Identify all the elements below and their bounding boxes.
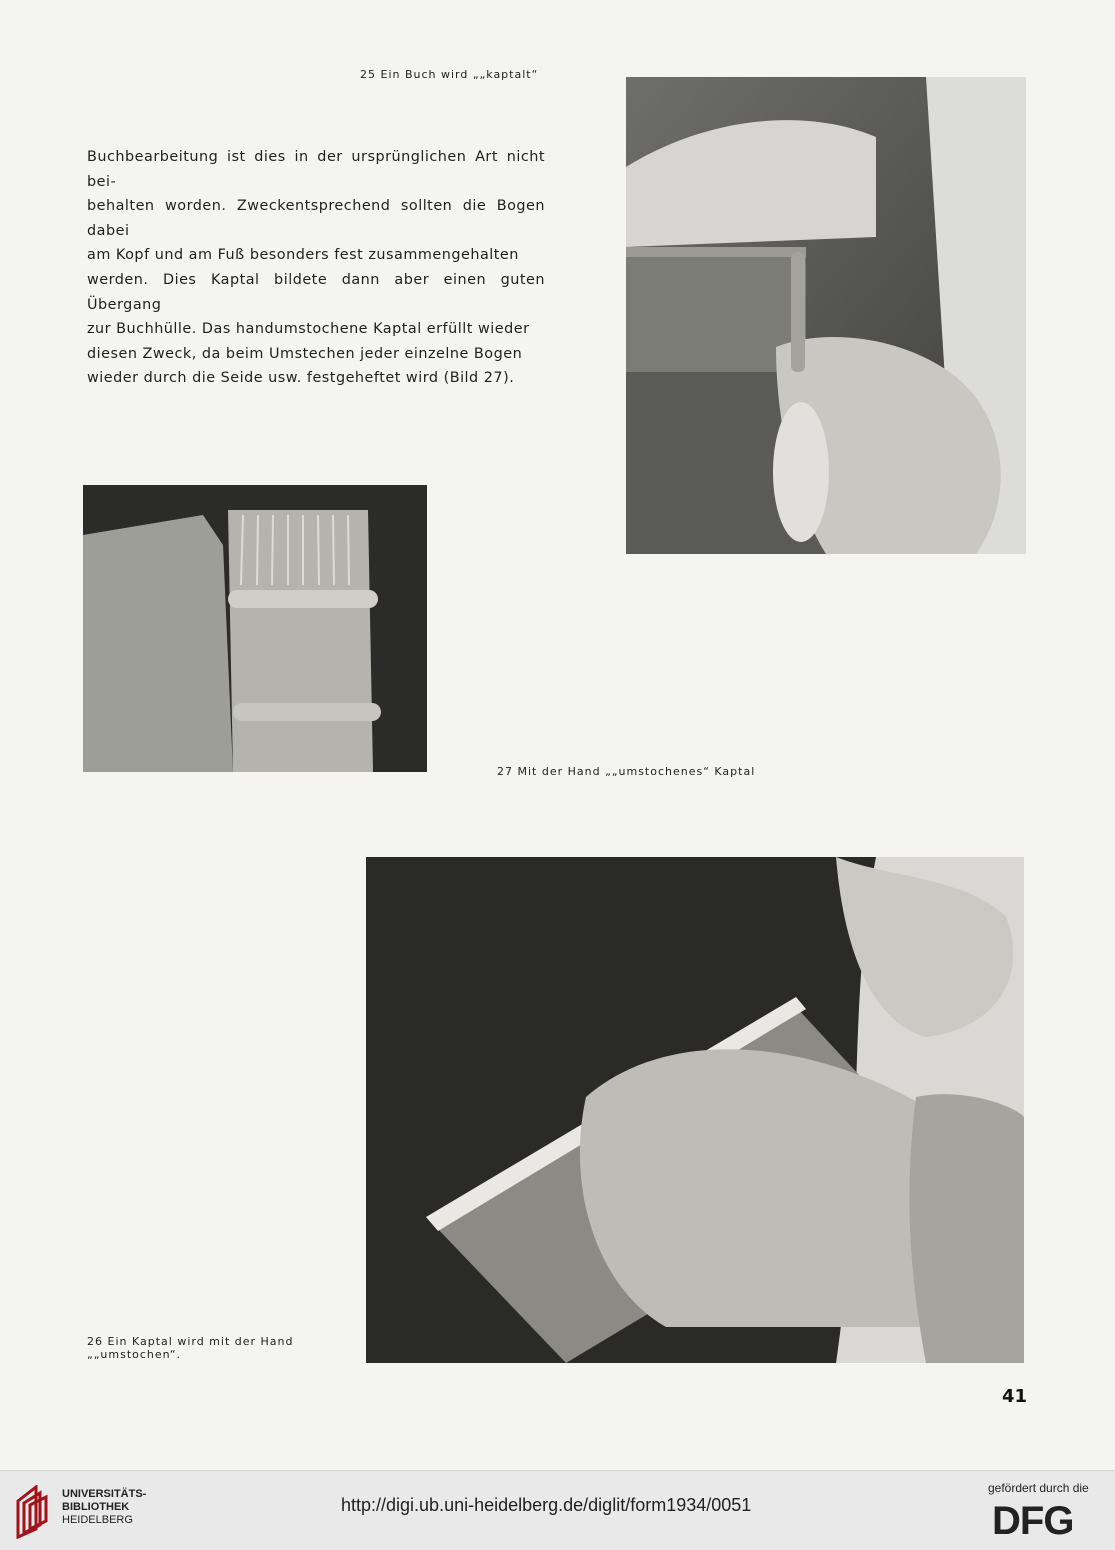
library-name-line-3: HEIDELBERG (62, 1514, 133, 1526)
caption-figure-27: 27 Mit der Hand „„umstochenes“ Kaptal (497, 765, 756, 778)
caption-figure-26 (87, 1335, 294, 1361)
dfg-logo: DFG (992, 1499, 1074, 1543)
body-line: zur Buchhülle. Das handumstochene Kaptal erfüllt wieder (87, 321, 530, 338)
body-line: werden. Dies Kaptal bildete dann aber einen guten Übergang (87, 271, 545, 313)
photo-figure-27 (83, 485, 427, 772)
photo-figure-26 (366, 857, 1024, 1363)
permalink-url[interactable]: http://digi.ub.uni-heidelberg.de/diglit/form1934/0051 (341, 1495, 752, 1515)
footer-bar (0, 1470, 1115, 1550)
library-name (62, 1488, 146, 1527)
caption-figure-26-line-1: 26 Ein Kaptal wird mit der Hand (87, 1335, 294, 1348)
caption-figure-25: 25 Ein Buch wird „„kaptalt“ (360, 68, 539, 81)
university-library-logo-icon (12, 1485, 56, 1539)
body-line: wieder durch die Seide usw. festgeheftet wird (Bild 27). (87, 370, 515, 387)
funding-note: gefördert durch die (988, 1481, 1089, 1495)
library-name-line-2: BIBLIOTHEK (62, 1501, 130, 1513)
body-line: diesen Zweck, da beim Umstechen jeder einzelne Bogen (87, 345, 523, 362)
body-line: Buchbearbeitung ist dies in der ursprünglichen Art nicht bei- (87, 149, 545, 190)
body-line: am Kopf und am Fuß besonders fest zusammengehalten (87, 247, 519, 264)
library-name-line-1: UNIVERSITÄTS- (62, 1488, 147, 1500)
body-line: behalten worden. Zweckentsprechend sollten die Bogen dabei (87, 198, 545, 239)
page-number: 41 (1002, 1386, 1028, 1407)
body-paragraph (87, 145, 545, 391)
photo-figure-25 (626, 77, 1026, 554)
caption-figure-26-line-2: „„umstochen“. (87, 1348, 182, 1361)
